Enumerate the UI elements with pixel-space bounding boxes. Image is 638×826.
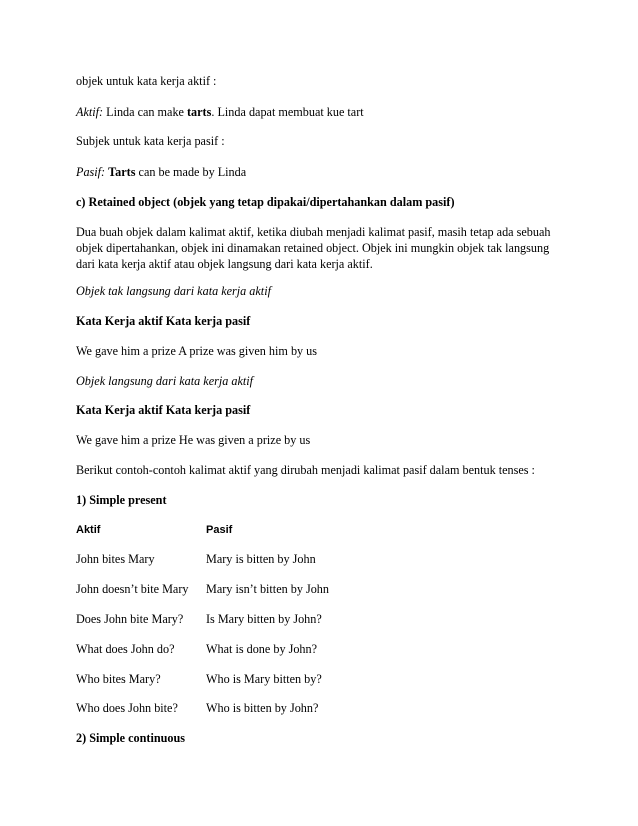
table-cell-aktif: John bites Mary <box>76 552 155 566</box>
table-header-pasif: Pasif <box>206 524 233 536</box>
active-text-b: . Linda dapat membuat kue tart <box>211 105 364 119</box>
subheading-italic: Objek tak langsung dari kata kerja aktif <box>76 284 271 298</box>
paragraph-line: objek dipertahankan, objek ini dinamakan retained object. Objek ini mungkin objek tak langsung <box>76 241 550 255</box>
table-cell-pasif: Who is Mary bitten by? <box>206 672 322 686</box>
paragraph-line: Dua buah objek dalam kalimat aktif, ketika diubah menjadi kalimat pasif, masih tetap ada sebuah <box>76 225 551 239</box>
active-label: Aktif: <box>76 105 104 119</box>
table-cell-aktif: What does John do? <box>76 642 175 656</box>
example-line: We gave him a prize He was given a prize by us <box>76 433 311 447</box>
active-example-line <box>76 105 364 120</box>
passive-bold-word: Tarts <box>108 165 136 179</box>
passive-text-b: can be made by Linda <box>135 165 247 179</box>
subheading-italic: Objek langsung dari kata kerja aktif <box>76 374 254 388</box>
verb-heading: Kata Kerja aktif Kata kerja pasif <box>76 403 251 417</box>
table-cell-pasif: Who is bitten by John? <box>206 701 319 715</box>
table-cell-pasif: What is done by John? <box>206 642 318 656</box>
text-line: Subjek untuk kata kerja pasif : <box>76 134 225 148</box>
tense-heading: 2) Simple continuous <box>76 731 186 745</box>
table-cell-aktif: John doesn’t bite Mary <box>76 582 189 596</box>
text-line: objek untuk kata kerja aktif : <box>76 74 217 88</box>
table-cell-pasif: Mary is bitten by John <box>206 552 316 566</box>
tense-heading: 1) Simple present <box>76 493 167 507</box>
example-line: We gave him a prize A prize was given him by us <box>76 344 318 358</box>
active-text-a: Linda can make <box>103 105 187 119</box>
paragraph-line: dari kata kerja aktif atau objek langsung dari kata kerja aktif. <box>76 257 373 271</box>
passive-label: Pasif: <box>76 165 106 179</box>
table-header-aktif: Aktif <box>76 524 101 536</box>
verb-heading: Kata Kerja aktif Kata kerja pasif <box>76 314 251 328</box>
table-cell-aktif: Who does John bite? <box>76 701 178 715</box>
active-bold-word: tarts <box>187 105 212 119</box>
intro-line: Berikut contoh-contoh kalimat aktif yang dirubah menjadi kalimat pasif dalam bentuk tenses : <box>76 463 535 477</box>
table-cell-aktif: Does John bite Mary? <box>76 612 184 626</box>
section-heading: c) Retained object (objek yang tetap dipakai/dipertahankan dalam pasif) <box>76 195 455 209</box>
table-cell-aktif: Who bites Mary? <box>76 672 161 686</box>
table-cell-pasif: Is Mary bitten by John? <box>206 612 322 626</box>
table-cell-pasif: Mary isn’t bitten by John <box>206 582 329 596</box>
passive-example-line <box>76 165 246 180</box>
paragraph <box>76 224 576 272</box>
